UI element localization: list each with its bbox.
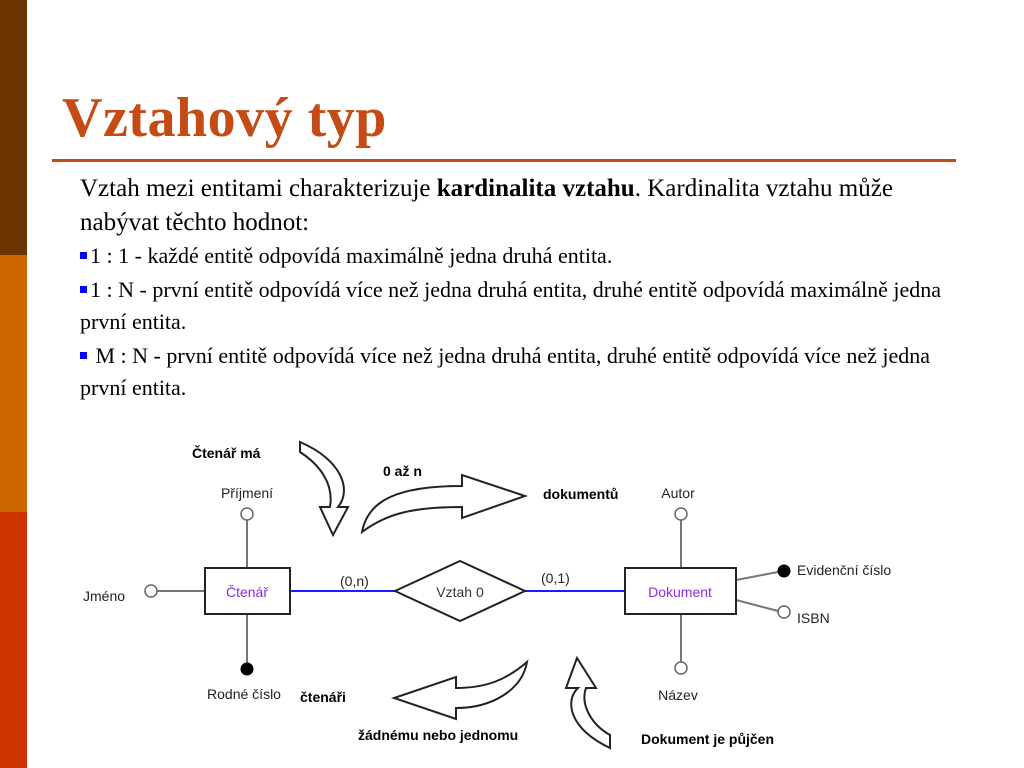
- attr-dot-open: [675, 662, 687, 674]
- arrow-right-icon: [362, 475, 525, 532]
- attr-line: [736, 572, 778, 580]
- attr-prijmeni-label: Příjmení: [220, 485, 274, 501]
- attr-evidencni-label: Evidenční číslo: [797, 562, 892, 578]
- attr-rodne-cislo-label: Rodné číslo: [207, 686, 281, 702]
- relationship-label: Vztah 0: [436, 584, 484, 600]
- attr-jmeno-label: Jméno: [83, 588, 126, 604]
- attr-dot-open: [145, 585, 157, 597]
- annotation-ctenar-ma: Čtenář má: [192, 445, 261, 461]
- arrow-down-icon: [300, 442, 348, 535]
- entity-ctenar-label: Čtenář: [225, 584, 269, 600]
- arrow-left-icon: [394, 662, 527, 719]
- attr-line: [736, 600, 778, 611]
- entity-dokument-label: Dokument: [648, 584, 712, 600]
- attr-autor-label: Autor: [661, 485, 695, 501]
- annotation-0-az-n: 0 až n: [383, 463, 422, 479]
- attr-dot-key: [778, 565, 791, 578]
- attr-dot-key: [241, 663, 254, 676]
- cardinality-right: (0,1): [541, 570, 570, 586]
- attr-dot-open: [241, 508, 253, 520]
- annotation-ctenari: čtenáři: [300, 689, 346, 705]
- intro-bold-term: kardinalita vztahu: [436, 175, 635, 202]
- slide-title: Vztahový typ: [62, 87, 387, 149]
- arrow-up-icon: [566, 658, 610, 748]
- attr-nazev-label: Název: [658, 687, 698, 703]
- intro-text-before: Vztah mezi entitami charakterizuje: [80, 175, 437, 202]
- attr-dot-open: [778, 606, 790, 618]
- list-item-text: 1 : 1 - každé entitě odpovídá maximálně jedna druhá entita.: [90, 243, 613, 268]
- annotation-dokument-je: Dokument je půjčen: [641, 731, 775, 747]
- intro-text-after: . Kardinalita vztahu může nabývat těchto hodnot:: [80, 175, 893, 236]
- annotation-dokumentu: dokumentů: [543, 486, 619, 502]
- cardinality-left: (0,n): [340, 573, 369, 589]
- annotation-zadnemu: žádnému nebo jednomu: [358, 727, 519, 743]
- list-item-text: M : N - první entitě odpovídá více než jedna druhá entita, druhé entitě odpovídá více než jedna první entita.: [80, 343, 930, 400]
- attr-dot-open: [675, 508, 687, 520]
- attr-isbn-label: ISBN: [797, 610, 830, 626]
- list-item-text: 1 : N - první entitě odpovídá více než jedna druhá entita, druhé entitě odpovídá maximálně jedna první entita.: [80, 277, 941, 334]
